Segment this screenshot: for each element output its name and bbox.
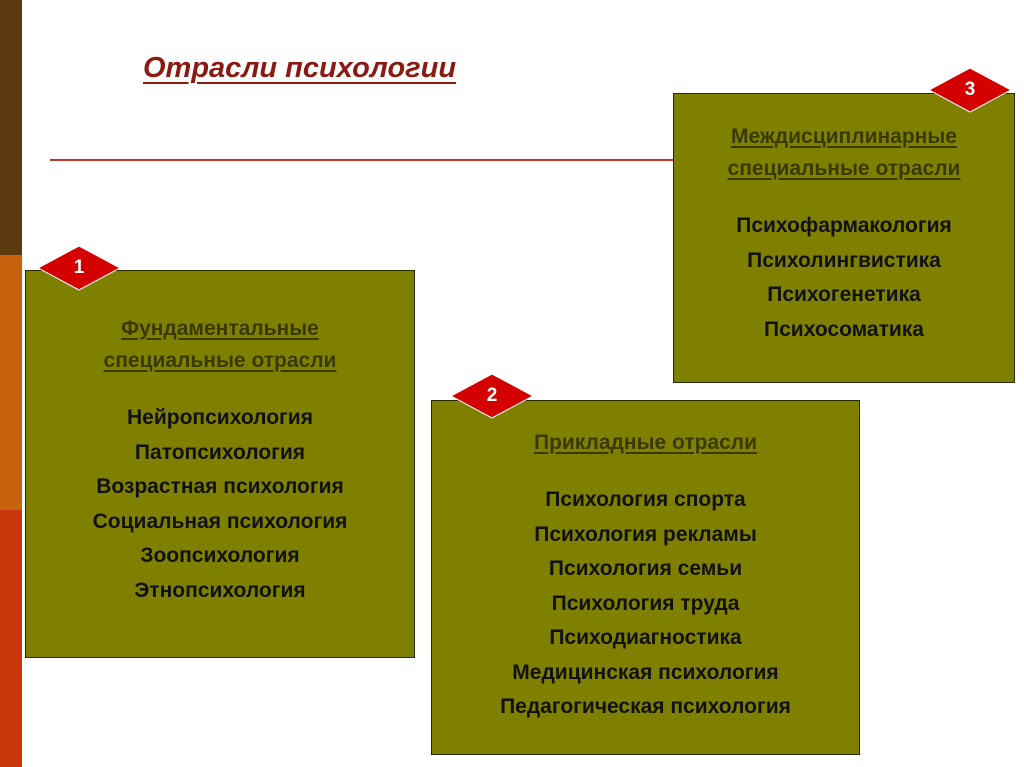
list-item: Социальная психология (92, 509, 348, 533)
list-item: Психолингвистика (747, 248, 941, 272)
list-item: Психология рекламы (534, 522, 757, 546)
list-item: Медицинская психология (512, 660, 779, 684)
list-item: Этнопсихология (134, 578, 306, 602)
box-applied-list (432, 483, 859, 725)
number-badge-2 (450, 373, 534, 419)
list-item: Психосоматика (764, 317, 924, 341)
heading-line: Фундаментальные (121, 317, 319, 340)
badge-number: 1 (73, 257, 85, 278)
heading-line: специальные отрасли (103, 349, 337, 372)
box-interdisciplinary-list (674, 209, 1014, 347)
title-divider (50, 159, 675, 161)
badge-number: 2 (486, 385, 498, 406)
box-fundamental-list (26, 401, 414, 608)
number-badge-3 (928, 67, 1012, 113)
list-item: Педагогическая психология (500, 695, 791, 718)
list-item: Психогенетика (767, 283, 921, 306)
box-interdisciplinary (673, 93, 1015, 383)
heading-line: Прикладные отрасли (533, 431, 758, 454)
box-interdisciplinary-heading (674, 121, 1014, 185)
box-applied (431, 400, 860, 755)
box-fundamental-heading (26, 313, 414, 377)
heading-line: Междисциплинарные (731, 125, 957, 148)
list-item: Психология спорта (545, 488, 746, 511)
slide-title: Отрасли психологии (143, 52, 457, 84)
list-item: Психофармакология (736, 214, 952, 237)
list-item: Психодиагностика (549, 626, 742, 649)
heading-line: специальные отрасли (727, 157, 961, 180)
side-stripe-middle (0, 255, 22, 510)
box-applied-heading (432, 427, 859, 459)
box-fundamental (25, 270, 415, 658)
list-item: Психология семьи (548, 557, 743, 580)
list-item: Возрастная психология (96, 475, 344, 498)
side-stripe-top (0, 0, 22, 255)
side-stripe-bottom (0, 510, 22, 767)
list-item: Патопсихология (134, 440, 306, 464)
number-badge-1 (37, 245, 121, 291)
badge-number: 3 (964, 79, 976, 100)
list-item: Зоопсихология (140, 544, 300, 567)
list-item: Психология труда (551, 591, 740, 615)
list-item: Нейропсихология (127, 406, 313, 429)
